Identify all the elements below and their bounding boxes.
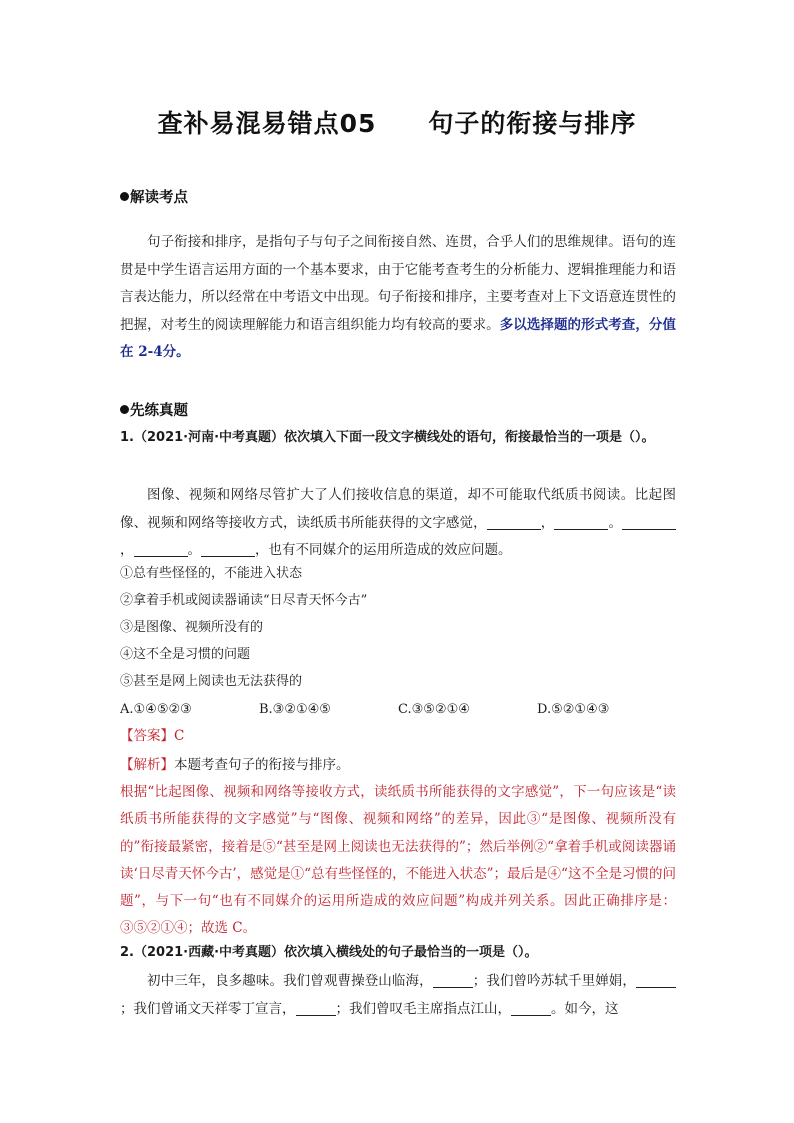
option-c: C.③⑤②①④	[398, 702, 470, 717]
q1-analysis-body: 根据“比起图像、视频和网络等接收方式，读纸质书所能获得的文字感觉”，下一句应该是“读纸质书所能获得的文字感觉”与“图像、视频和网络”的差异，因此③“是图像、视频所没有的”衔接最紧密，接着是⑤“甚至是网上阅读也无法获得的”；然后举例②“拿着手机或阅读器诵读‘日尽青天怀今古’，感觉是①“总有些怪怪的，不能进入状态”；最后是④“这不全是习惯的问题”，与下一句“也有不同媒介的运用所造成的效应问题”构成并列关系。因此正确排序是：③⑤②①④；故选 C。	[120, 784, 676, 937]
fill-blank	[487, 514, 541, 530]
section-heading-interpret: 解读考点	[120, 186, 188, 207]
option-b: B.③②①④⑤	[259, 702, 331, 717]
fill-blank	[636, 972, 676, 988]
fill-blank	[622, 514, 676, 530]
q1-item: ①总有些怪怪的，不能进入状态	[120, 566, 303, 581]
fill-blank	[296, 1000, 336, 1016]
section-heading-practice: 先练真题	[120, 399, 188, 420]
q2-passage: 初中三年，良多趣味。我们曾观曹操登山临海， ；我们曾吟苏轼千里婵娟，；我们曾诵文天祥零丁宣言， ；我们曾叹毛主席指点江山， 。如今，这	[120, 968, 676, 1023]
page-title: 查补易混易错点05 句子的衔接与排序	[157, 109, 637, 138]
fill-blank	[201, 541, 255, 557]
section1-body-text: 句子衔接和排序，是指句子与句子之间衔接自然、连贯，合乎人们的思维规律。语句的连贯是中学生语言运用方面的一个基本要求，由于它能考查考生的分析能力、逻辑推理能力和语言表达能力，所以经常在中考语文中出现。句子衔接和排序，主要考查对上下文语意连贯性的把握，对考生的阅读理解能力和语言组织能力均有较高的要求。	[120, 234, 676, 333]
q1-item: ④这不全是习惯的问题	[120, 647, 251, 662]
q1-item: ⑤甚至是网上阅读也无法获得的	[120, 674, 303, 689]
option-a: A.①④⑤②③	[120, 702, 192, 717]
q1-stem: 1.（2021·河南·中考真题）依次填入下面一段文字横线处的语句，衔接最恰当的一项是（）。	[120, 430, 655, 445]
q1-answer: 【答案】C	[120, 728, 185, 744]
q1-item: ②拿着手机或阅读器诵读“日尽青天怀今古”	[120, 593, 368, 608]
q1-analysis: 【解析】本题考查句子的衔接与排序。 根据“比起图像、视频和网络等接收方式，读纸质书所能获得的文字感觉”，下一句应该是“读纸质书所能获得的文字感觉”与“图像、视频和网络”的差异，因此③“是图像、视频所没有的”衔接最紧密，接着是⑤“甚至是网上阅读也无法获得的”；然后举例②“拿着手机或阅读器诵读‘日尽青天怀今古’，感觉是①“总有些怪怪的，不能进入状态”；最后是④“这不全是习惯的问题”，与下一句“也有不同媒介的运用所造成的效应问题”构成并列关系。因此正确排序是：③⑤②①④；故选 C。	[120, 752, 676, 942]
fill-blank	[511, 1000, 551, 1016]
option-d: D.⑤②①④③	[537, 702, 610, 717]
q2-stem: 2.（2021·西藏·中考真题）依次填入横线处的句子最恰当的一项是（）。	[120, 945, 538, 960]
section1-body	[120, 229, 676, 367]
q1-options	[120, 699, 676, 721]
section1-highlight: 多以选择题的形式考查，分值在 2-4分。	[120, 316, 676, 360]
fill-blank	[554, 514, 608, 530]
bullet-icon	[120, 192, 129, 201]
fill-blank	[134, 541, 188, 557]
bullet-icon	[120, 405, 129, 414]
q1-item: ③是图像、视频所没有的	[120, 620, 264, 635]
fill-blank	[433, 972, 473, 988]
q1-passage: 图像、视频和网络尽管扩大了人们接收信息的渠道，却不可能取代纸质书阅读。比起图像、视频和网络等接收方式，读纸质书所能获得的文字感觉， ， 。， 。 ，也有不同媒介的运用所造成的效应问题。	[120, 487, 676, 558]
